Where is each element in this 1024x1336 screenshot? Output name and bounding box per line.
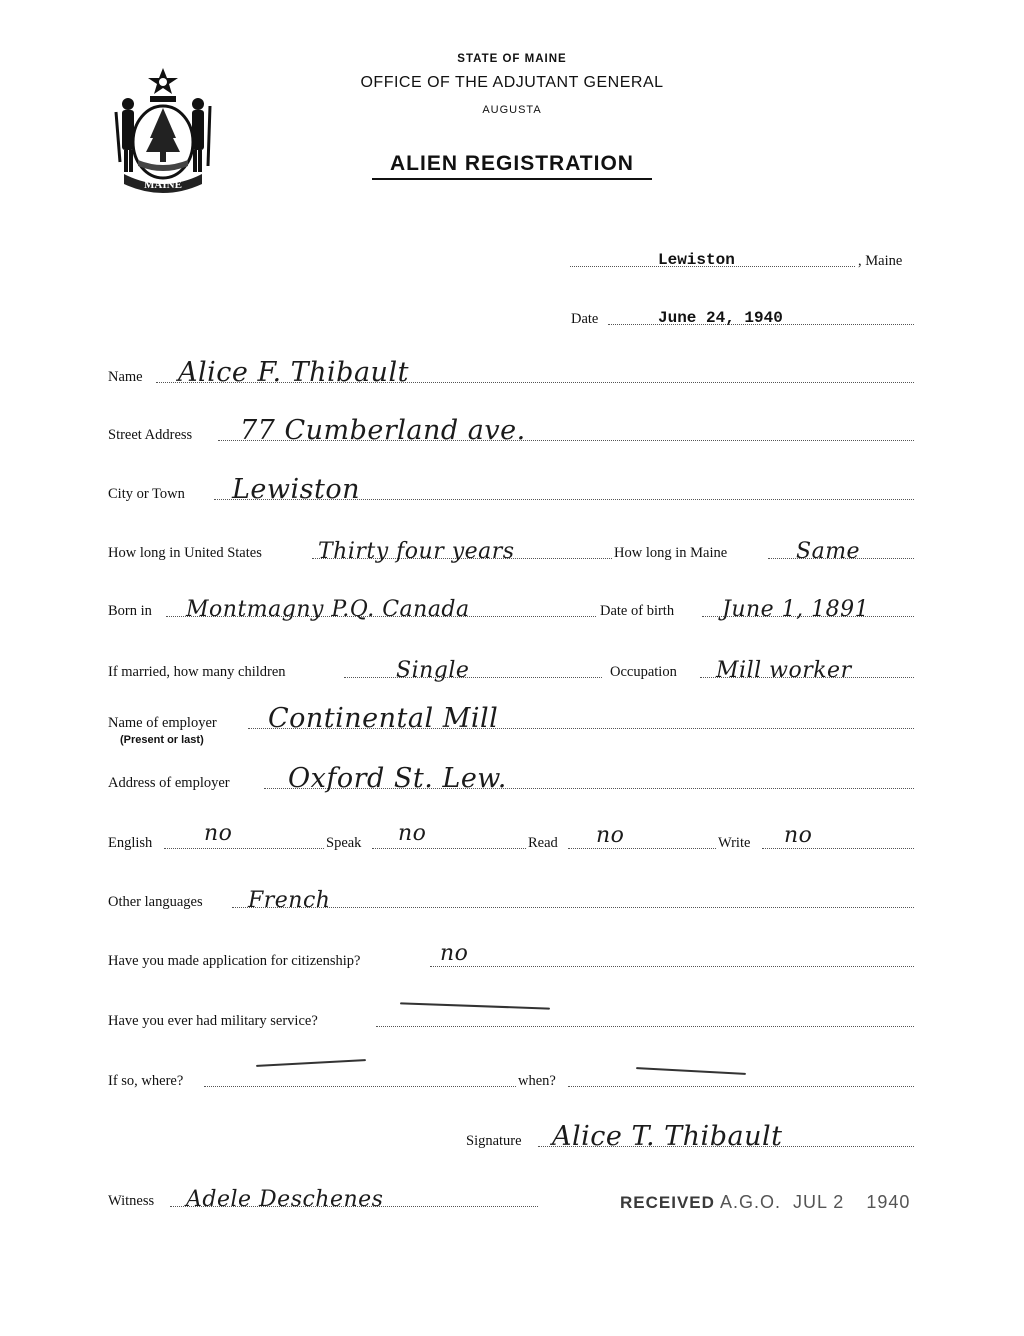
english-value[interactable]: no (204, 821, 233, 846)
employer-address-value[interactable]: Oxford St. Lew. (288, 763, 507, 794)
citizenship-row (108, 941, 914, 972)
how-long-us-label: How long in United States (108, 545, 262, 561)
residence-duration-row (108, 536, 914, 564)
name-label: Name (108, 369, 143, 385)
how-long-us-value[interactable]: Thirty four years (318, 539, 515, 564)
speak-label: Speak (326, 835, 362, 851)
date-value[interactable]: June 24, 1940 (658, 309, 783, 327)
place-value[interactable]: Lewiston (658, 251, 735, 269)
city-row (108, 474, 914, 505)
date-of-birth-label: Date of birth (600, 603, 675, 619)
header-state: STATE OF MAINE (457, 53, 567, 65)
read-value[interactable]: no (596, 823, 625, 848)
witness-value[interactable]: Adele Deschenes (186, 1187, 384, 1212)
employer-sublabel: (Present or last) (120, 734, 204, 746)
header-office: OFFICE OF THE ADJUTANT GENERAL (360, 74, 664, 91)
place-suffix: , Maine (858, 253, 903, 269)
stamp-date: JUL 2 (792, 1192, 845, 1212)
name-row (108, 357, 914, 388)
signature-row (108, 1121, 914, 1152)
street-label: Street Address (108, 427, 193, 443)
stamp-year: 1940 (866, 1192, 911, 1212)
citizenship-value[interactable]: no (440, 941, 469, 966)
city-label: City or Town (108, 486, 185, 502)
english-label: English (108, 835, 153, 851)
street-value[interactable]: 77 Cumberland ave. (240, 415, 526, 446)
citizenship-label: Have you made application for citizenship? (108, 953, 361, 969)
other-languages-label: Other languages (108, 894, 203, 910)
received-stamp (620, 1192, 910, 1213)
employer-address-label: Address of employer (108, 775, 230, 791)
employer-value[interactable]: Continental Mill (268, 703, 499, 734)
maine-state-seal-icon (110, 66, 216, 194)
read-label: Read (528, 835, 558, 851)
date-row (108, 302, 914, 330)
children-value[interactable]: Single (396, 658, 470, 683)
title-underline (372, 178, 652, 180)
seal-banner-text: MAINE (144, 179, 182, 191)
stamp-office: A.G.O. (719, 1192, 781, 1212)
where-when-row (108, 1064, 914, 1092)
children-occupation-row (108, 655, 914, 683)
employer-address-row (108, 763, 914, 794)
how-long-maine-label: How long in Maine (614, 545, 728, 561)
born-in-label: Born in (108, 603, 152, 619)
when-label: when? (518, 1073, 556, 1089)
page-title: ALIEN REGISTRATION (390, 152, 634, 175)
birth-row (108, 594, 914, 622)
occupation-label: Occupation (610, 664, 677, 680)
witness-label: Witness (108, 1193, 155, 1209)
language-ability-row (108, 821, 914, 854)
speak-value[interactable]: no (398, 821, 427, 846)
signature-label: Signature (466, 1133, 522, 1149)
place-row (108, 244, 914, 272)
city-value[interactable]: Lewiston (232, 474, 361, 505)
where-label: If so, where? (108, 1073, 184, 1089)
write-value[interactable]: no (784, 823, 813, 848)
date-of-birth-value[interactable]: June 1, 1891 (722, 597, 870, 622)
write-label: Write (718, 835, 751, 851)
name-value[interactable]: Alice F. Thibault (178, 357, 409, 388)
children-label: If married, how many children (108, 664, 286, 680)
how-long-maine-value[interactable]: Same (796, 539, 861, 564)
military-label: Have you ever had military service? (108, 1013, 318, 1029)
header-city: AUGUSTA (482, 104, 542, 116)
date-label: Date (571, 311, 599, 327)
street-row (108, 415, 914, 446)
stamp-received: RECEIVED (620, 1193, 715, 1212)
signature-value[interactable]: Alice T. Thibault (552, 1121, 783, 1152)
employer-row (108, 703, 914, 734)
occupation-value[interactable]: Mill worker (716, 658, 852, 683)
witness-row (108, 1184, 548, 1212)
employer-label: Name of employer (108, 715, 217, 731)
born-in-value[interactable]: Montmagny P.Q. Canada (186, 597, 470, 622)
other-languages-row (108, 885, 914, 913)
other-languages-value[interactable]: French (248, 888, 331, 913)
